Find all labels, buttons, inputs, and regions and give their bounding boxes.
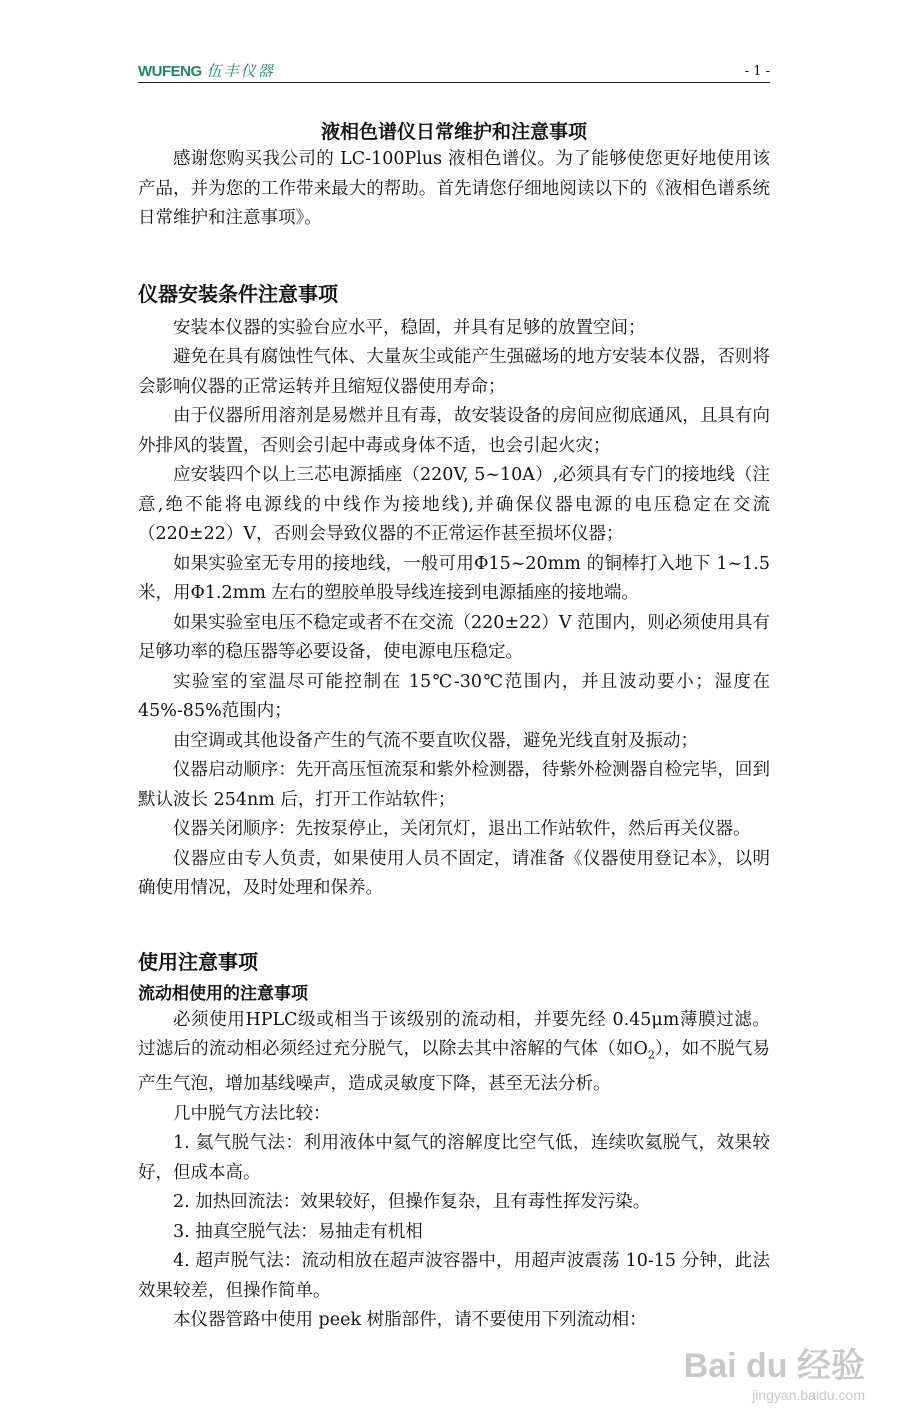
paragraph: 实验室的室温尽可能控制在 15℃-30℃范围内，并且波动要小；湿度在45%-85%范围内；: [138, 671, 770, 721]
paragraph: 如果实验室无专用的接地线，一般可用Φ15~20mm 的铜棒打入地下 1~1.5米，用Φ1.2mm 左右的塑胶单股导线连接到电源插座的接地端。: [138, 553, 770, 603]
paragraph: 2. 加热回流法：效果较好，但操作复杂，且有毒性挥发污染。: [173, 1192, 651, 1212]
intro: [138, 145, 770, 234]
document-title: 液相色谱仪日常维护和注意事项: [320, 121, 587, 143]
watermark-brand: Bai du 经验: [683, 1346, 865, 1385]
logo-cn-text: 伍丰仪器: [206, 63, 275, 80]
install-section: [138, 314, 770, 904]
subscript: 2: [647, 1048, 655, 1062]
baidu-watermark: [138, 1346, 865, 1404]
paragraph: 本仪器管路中使用 peek 树脂部件，请不要使用下列流动相：: [173, 1310, 647, 1330]
subheading-mobile-phase: 流动相使用的注意事项: [138, 983, 308, 1004]
paragraph: 由于仪器所用溶剂是易燃并且有毒，故安装设备的房间应彻底通风，且具有向外排风的装置，否则会引起中毒或身体不适，也会引起火灾；: [138, 406, 770, 456]
logo-text: WUFENG: [138, 63, 202, 80]
paragraph: 几中脱气方法比较：: [173, 1103, 331, 1124]
paragraph: 如果实验室电压不稳定或者不在交流（220±22）V 范围内，则必须使用具有足够功率的稳压器等必要设备，使电源电压稳定。: [138, 612, 770, 662]
paragraph: [138, 1006, 770, 1100]
watermark-url: jingyan.baidu.com: [752, 1386, 865, 1403]
text: ），如不脱气易产生气泡，增加基线噪声，造成灵敏度下降，甚至无法分析。: [138, 1039, 770, 1094]
paragraph: 仪器应由专人负责，如果使用人员不固定，请准备《仪器使用登记本》，以明确使用情况，及时处理和保养。: [138, 848, 770, 898]
paragraph: 1. 氦气脱气法：利用液体中氦气的溶解度比空气低，连续吹氦脱气，效果较好，但成本高。: [138, 1133, 770, 1183]
intro-paragraph: 感谢您购买我公司的 LC-100Plus 液相色谱仪。为了能够使您更好地使用该产品，并为您的工作带来最大的帮助。首先请您仔细地阅读以下的《液相色谱系统日常维护和注意事项》。: [138, 149, 770, 228]
paragraph: 3. 抽真空脱气法：易抽走有机相: [173, 1221, 423, 1242]
paragraph: 由空调或其他设备产生的气流不要直吹仪器，避免光线直射及振动；: [173, 730, 698, 751]
text: 必须使用HPLC级或相当于该级别的流动相，并要先经 0.45μm薄膜过滤。过滤后的流动相必须经过充分脱气，以除去其中溶解的气体（如O: [138, 1009, 770, 1059]
section-heading-install: 仪器安装条件注意事项: [138, 281, 338, 306]
paragraph: 4. 超声脱气法：流动相放在超声波容器中，用超声波震荡 10-15 分钟，此法效果较差，但操作简单。: [138, 1251, 770, 1301]
mobile-phase-section: [138, 1006, 770, 1336]
paragraph: 仪器启动顺序：先开高压恒流泵和紫外检测器，待紫外检测器自检完毕，回到默认波长 254nm 后，打开工作站软件；: [138, 760, 770, 810]
paragraph: 仪器关闭顺序：先按泵停止，关闭氘灯，退出工作站软件，然后再关仪器。: [173, 819, 751, 839]
paragraph: 避免在具有腐蚀性气体、大量灰尘或能产生强磁场的地方安装本仪器，否则将会影响仪器的正常运转并且缩短仪器使用寿命；: [138, 347, 770, 397]
company-logo: [138, 60, 275, 81]
page-number: - 1 -: [744, 64, 770, 79]
paragraph: 安装本仪器的实验台应水平，稳固，并具有足够的放置空间；: [173, 317, 646, 338]
paragraph: 应安装四个以上三芯电源插座（220V, 5~10A）,必须具有专门的接地线（注意,绝不能将电源线的中线作为接地线),并确保仪器电源的电压稳定在交流（220±22）V，否则会导致仪器的不正常运作甚至损坏仪器；: [138, 465, 770, 544]
page-header: [138, 58, 770, 83]
section-heading-usage: 使用注意事项: [138, 949, 258, 974]
